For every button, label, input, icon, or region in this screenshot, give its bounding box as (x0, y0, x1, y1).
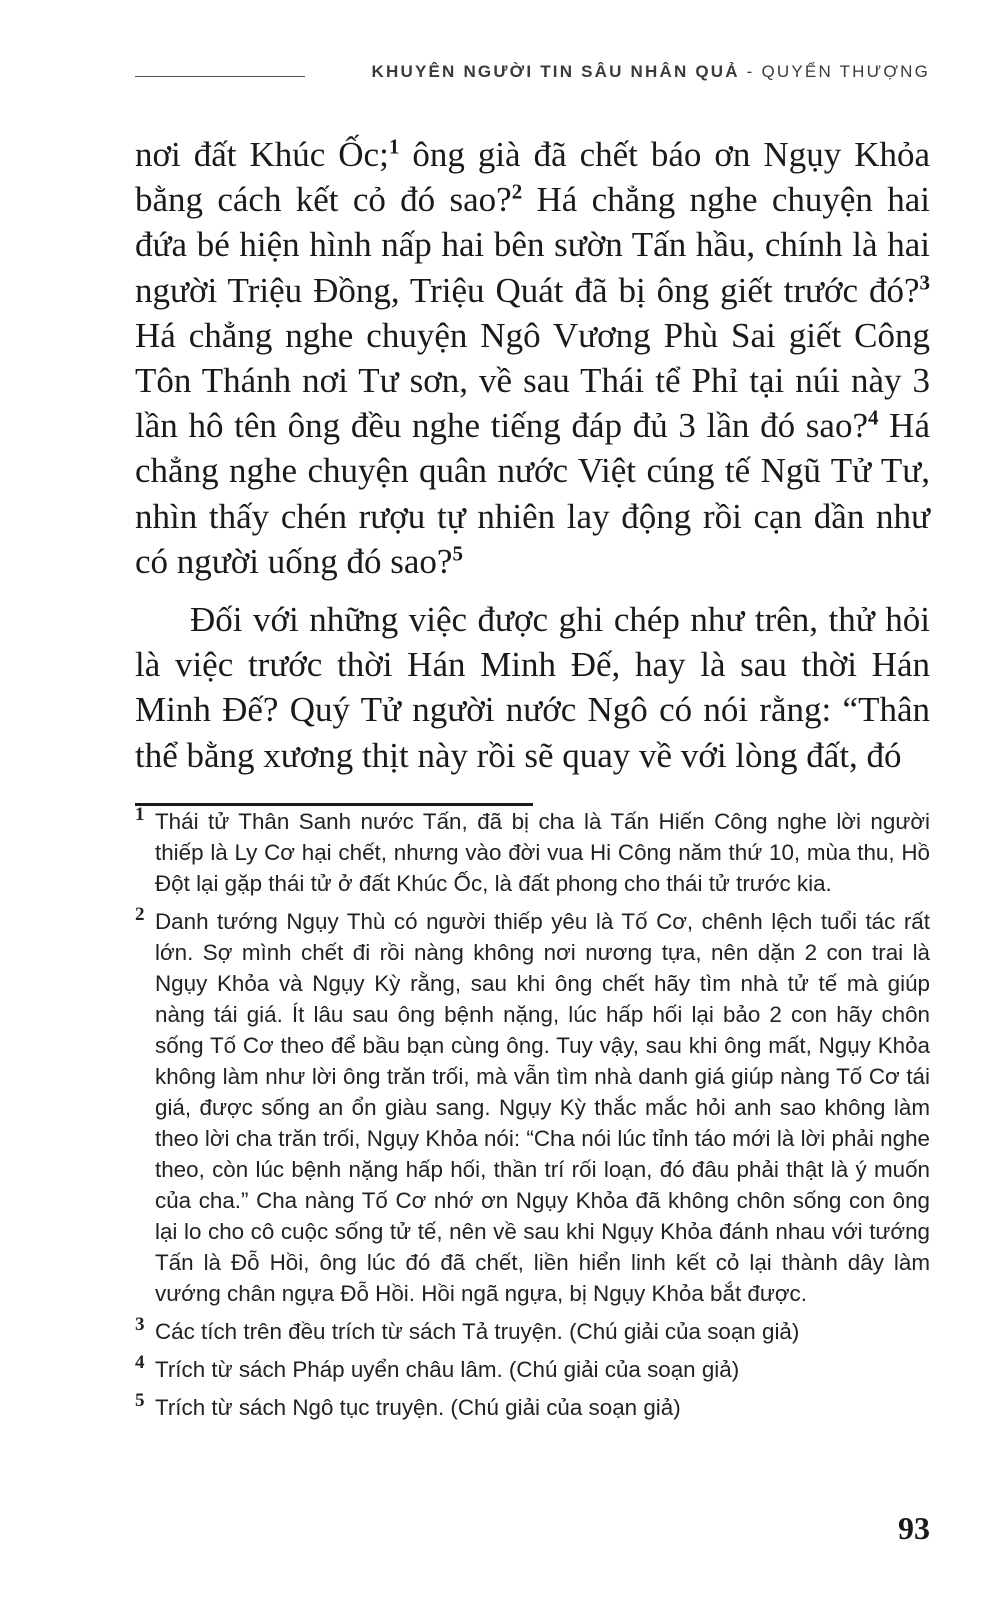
footnote-4 (135, 1354, 930, 1385)
footnote-1 (135, 806, 930, 899)
footnote-number: 2 (135, 904, 145, 925)
footnote-text: Trích từ sách Ngô tục truyện. (Chú giải của soạn giả) (155, 1395, 681, 1420)
footnote-ref-3[interactable]: 3 (919, 269, 930, 294)
main-text (135, 132, 930, 778)
footnote-number: 4 (135, 1352, 145, 1373)
footnote-ref-4[interactable]: 4 (867, 405, 879, 430)
footnotes (135, 806, 930, 1430)
footnote-text: Trích từ sách Pháp uyển châu lâm. (Chú giải của soạn giả) (155, 1357, 740, 1382)
text-segment: Há chẳng nghe chuyện quân nước Việt cúng tế Ngũ Tử Tư, nhìn thấy chén rượu tự nhiên lay động rồi cạn dần như có người uống đó sao? (135, 406, 930, 581)
text-segment: nơi đất Khúc Ốc; (135, 135, 389, 174)
footnote-number: 1 (135, 804, 145, 825)
footnote-ref-2[interactable]: 2 (511, 179, 523, 204)
footnote-ref-5[interactable]: 5 (452, 541, 463, 566)
text-segment: Há chẳng nghe chuyện Ngô Vương Phù Sai giết Công Tôn Thánh nơi Tư sơn, về sau Thái tể Phỉ tại núi này 3 lần hô tên ông đều nghe tiếng đáp đủ 3 lần đó sao? (135, 315, 930, 446)
header-text (372, 62, 930, 82)
footnote-2 (135, 906, 930, 1309)
footnote-3 (135, 1316, 930, 1347)
text-segment: ông già đã chết báo ơn Ngụy Khỏa bằng cách kết cỏ đó sao? (135, 135, 930, 220)
footnote-text: Danh tướng Ngụy Thù có người thiếp yêu là Tố Cơ, chênh lệch tuổi tác rất lớn. Sợ mình chết đi rồi nàng không nơi nương tựa, nên dặn 2 con trai là Ngụy Khỏa và Ngụy Kỳ rằng, sau khi ông chết hãy tìm nhà tử tế mà giúp nàng tái giá. Ít lâu sau ông bệnh nặng, lúc hấp hối lại bảo 2 con hãy chôn sống Tố Cơ theo để bầu bạn cùng ông. Tuy vậy, sau khi ông mất, Ngụy Khỏa không làm như lời ông trăn trối, mà vẫn tìm nhà danh giá giúp nàng Tố Cơ tái giá, được sống an ổn giàu sang. Ngụy Kỳ thắc mắc hỏi anh sao không làm theo lời cha trăn trối, Ngụy Khỏa nói: “Cha nói lúc tỉnh táo mới là lời phải nghe theo, còn lúc bệnh nặng hấp hối, thần trí rối loạn, đó đâu phải thật là ý muốn của cha.” Cha nàng Tố Cơ nhớ ơn Ngụy Khỏa đã không chôn sống con ông lại lo cho cô cuộc sống tử tế, nên về sau khi Ngụy Khỏa đánh nhau với tướng Tấn là Đỗ Hồi, ông lúc đó đã chết, liền hiển linh kết cỏ lại thành dây làm vướng chân ngựa Đỗ Hồi. Hồi ngã ngựa, bị Ngụy Khỏa bắt được. (155, 909, 930, 1306)
header-separator: - (739, 62, 762, 81)
footnote-ref-1[interactable]: 1 (388, 134, 400, 159)
footnote-text: Các tích trên đều trích từ sách Tả truyện. (Chú giải của soạn giả) (155, 1319, 800, 1344)
volume-title: QUYỂN THƯỢNG (761, 62, 930, 81)
paragraph-1 (135, 132, 930, 584)
footnote-number: 5 (135, 1390, 145, 1411)
footnote-number: 3 (135, 1314, 145, 1335)
running-header (135, 58, 930, 88)
book-title: KHUYÊN NGƯỜI TIN SÂU NHÂN QUẢ (371, 62, 740, 81)
paragraph-2: Đối với những việc được ghi chép như trên, thử hỏi là việc trước thời Hán Minh Đế, hay là sau thời Hán Minh Đế? Quý Tử người nước Ngô có nói rằng: “Thân thể bằng xương thịt này rồi sẽ quay về với lòng đất, đó (135, 600, 930, 775)
page-number: 93 (898, 1510, 930, 1546)
text-segment: Há chẳng nghe chuyện hai đứa bé hiện hình nấp hai bên sườn Tấn hầu, chính là hai người Triệu Đồng, Triệu Quát đã bị ông giết trước đó? (135, 180, 930, 310)
footnote-5 (135, 1392, 930, 1423)
header-rule (135, 76, 305, 77)
footnote-text: Thái tử Thân Sanh nước Tấn, đã bị cha là Tấn Hiến Công nghe lời người thiếp là Ly Cơ hại chết, nhưng vào đời vua Hi Công năm thứ 10, mùa thu, Hồ Đột lại gặp thái tử ở đất Khúc Ốc, là đất phong cho thái tử trước kia. (155, 809, 930, 896)
